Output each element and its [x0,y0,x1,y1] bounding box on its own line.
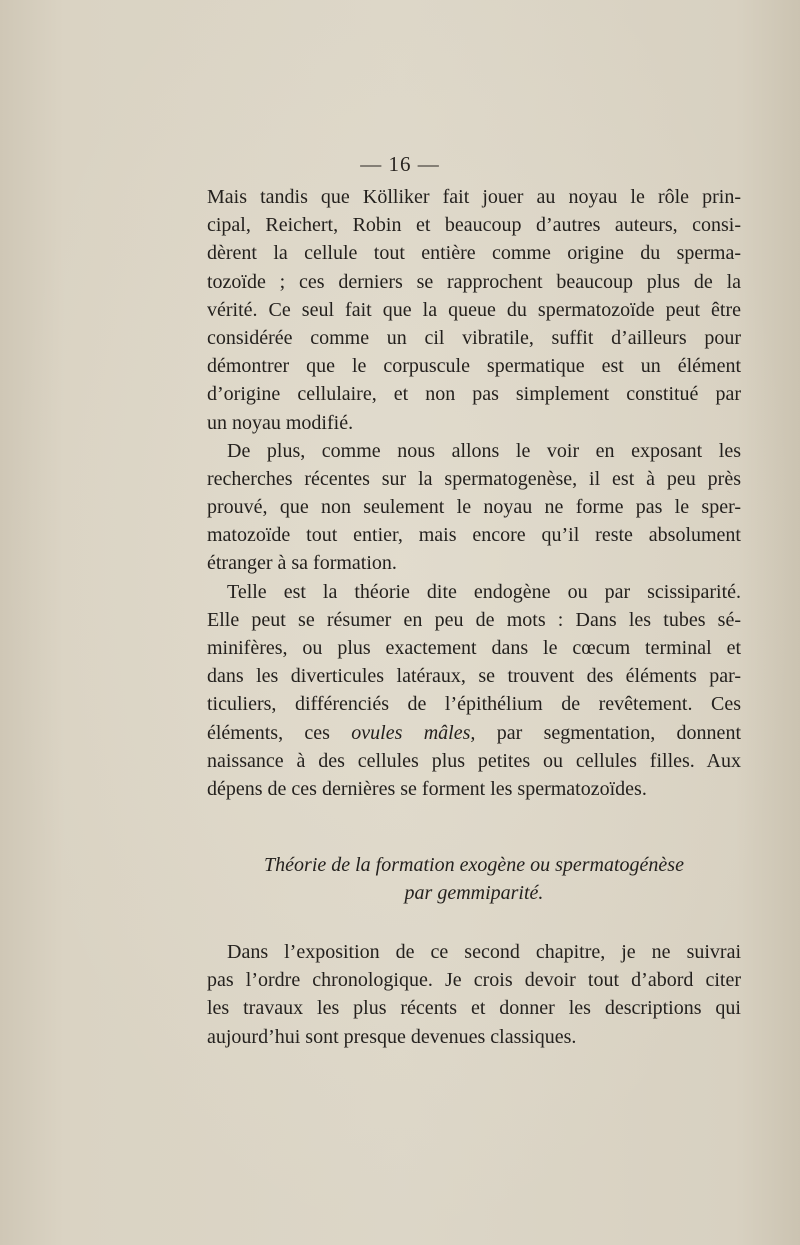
text-line: prouvé, que non seulement le noyau ne forme pas le sper- [207,496,741,519]
text-line: matozoïde tout entier, mais encore qu’il reste absolument [207,524,741,547]
text-line: considérée comme un cil vibratile, suffit d’ailleurs pour [207,326,741,349]
text-line: pas l’ordre chronologique. Je crois devoir tout d’abord citer [207,969,741,992]
text-line: cipal, Reichert, Robin et beaucoup d’autres auteurs, consi- [207,214,741,237]
text-line: Mais tandis que Kölliker fait jouer au noyau le rôle prin- [207,186,741,208]
text-line: tozoïde ; ces derniers se rapprochent beaucoup plus de la [207,270,741,293]
section-heading-line-1: Théorie de la formation exogène ou spermatogénèse [264,854,684,876]
text-line: ticuliers, différenciés de l’épithélium de revêtement. Ces [207,693,741,716]
text-line: vérité. Ce seul fait que la queue du spermatozoïde peut être [207,298,741,321]
text-line: démontrer que le corpuscule spermatique est un élément [207,355,741,378]
text-line: naissance à des cellules plus petites ou cellules filles. Aux [207,749,741,772]
text-segment: éléments, ces [207,721,352,744]
text-line: dèrent la cellule tout entière comme origine du sperma- [207,242,741,265]
main-text-block [207,183,741,803]
text-line: Elle peut se résumer en peu de mots : Dans les tubes sé- [207,608,741,631]
paragraph-3 [207,578,741,804]
text-line: les travaux les plus récents et donner les descriptions qui [207,997,741,1020]
paragraph-1 [207,183,741,437]
italic-term: ovules mâles, [351,721,476,744]
text-line: étranger à sa formation. [207,552,397,575]
text-line: minifères, ou plus exactement dans le cœcum terminal et [207,637,741,659]
text-line: d’origine cellulaire, et non pas simplement constitué par [207,383,741,406]
text-line: aujourd’hui sont presque devenues classiques. [207,1025,577,1048]
text-segment: par segmentation, donnent [475,721,741,744]
section-heading [207,851,741,907]
text-line: dans les diverticules latéraux, se trouvent des éléments par- [207,665,741,688]
text-line: un noyau modifié. [207,411,354,434]
text-line: De plus, comme nous allons le voir en exposant les [227,439,741,462]
page-number: — 16 — [360,152,440,176]
text-line: recherches récentes sur la spermatogenèse, il est à peu près [207,467,741,490]
text-line: dépens de ces dernières se forment les spermatozoïdes. [207,777,647,800]
paragraph-2 [207,437,741,578]
section-heading-line-2: par gemmiparité. [404,882,544,904]
text-line: Dans l’exposition de ce second chapitre, je ne suivrai [227,941,741,963]
final-paragraph [207,938,741,1051]
text-line-with-italic [207,719,741,747]
text-line: Telle est la théorie dite endogène ou par scissiparité. [227,580,741,603]
